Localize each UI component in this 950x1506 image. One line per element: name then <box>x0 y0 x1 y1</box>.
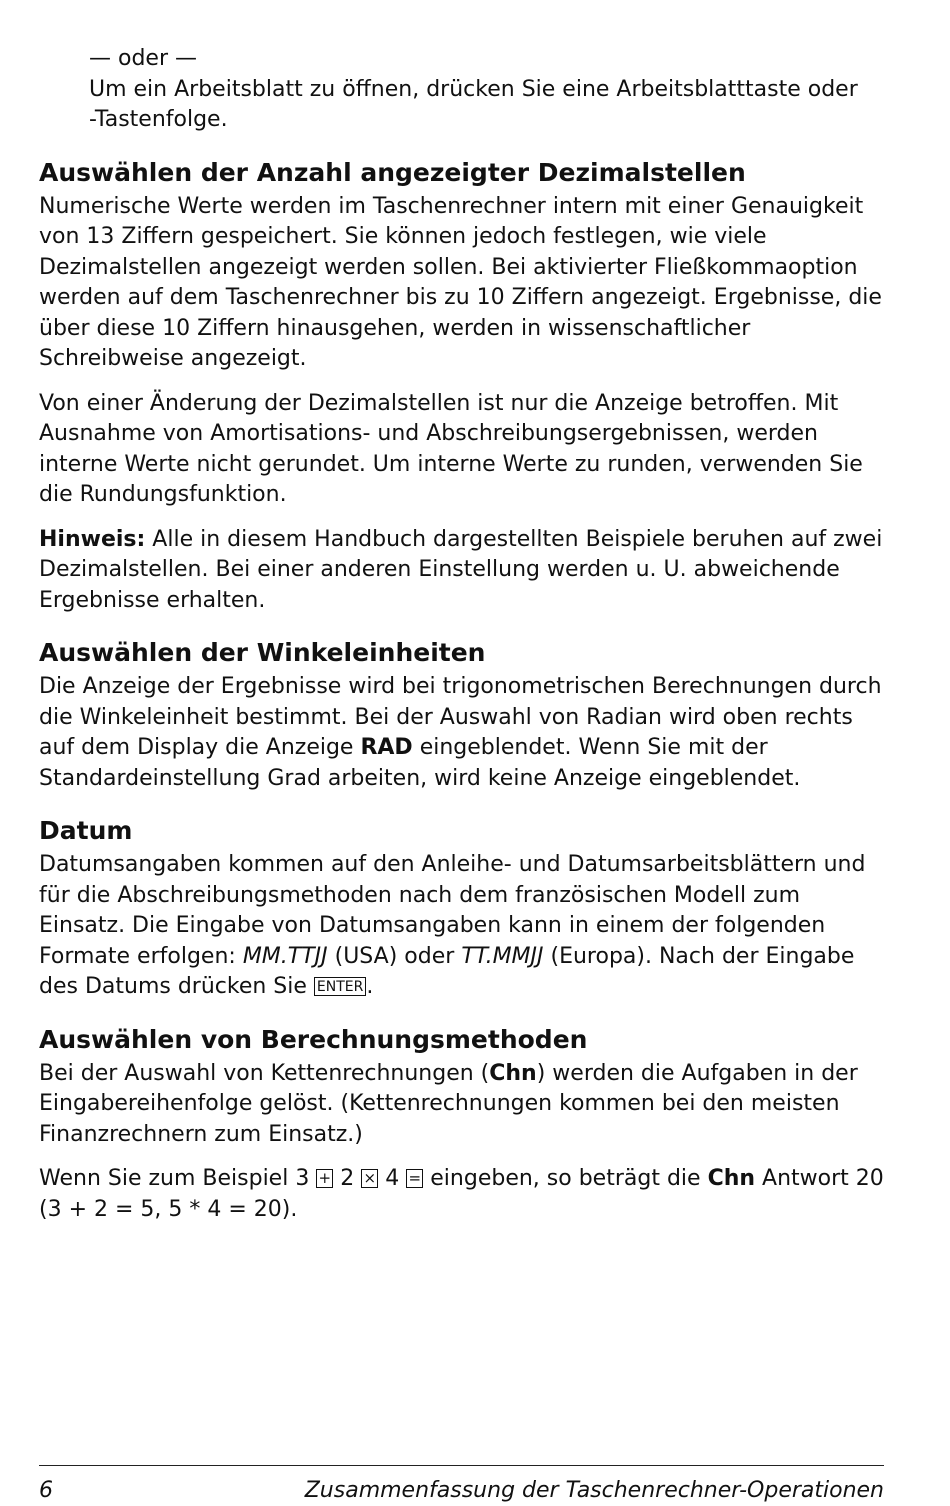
chain-text-start: Bei der Auswahl von Kettenrechnungen ( <box>39 1060 490 1086</box>
example-text-d: eingeben, so beträgt die <box>423 1166 708 1191</box>
heading-date: Datum <box>39 816 133 845</box>
footer-divider <box>39 1465 884 1466</box>
example-text-e: Antwort 20 (3 + 2 = 5, 5 * 4 = 20). <box>39 1166 884 1222</box>
example-text-b: 2 <box>333 1166 362 1191</box>
multiply-key: × <box>361 1169 378 1188</box>
date-period: . <box>366 974 374 999</box>
chain-text-end: ) werden die Aufgaben in der Eingabereihenfolge gelöst. (Kettenrechnungen kommen bei den meisten Finanzrechnern zum Einsatz.) <box>39 1060 858 1147</box>
angle-text-end: eingeblendet. Wenn Sie mit der Standardeinstellung Grad arbeiten, wird keine Anzeige eingeblendet. <box>39 735 801 791</box>
example-text-c: 4 <box>378 1166 407 1191</box>
date-format-usa: MM.TTJJ <box>242 943 328 969</box>
paragraph-decimal-precision: Numerische Werte werden im Taschenrechner intern mit einer Genauigkeit von 13 Ziffern gespeichert. Sie können jedoch festlegen, wie viele Dezimalstellen angezeigt werden sollen. Bei aktivierter Fließkommaoption werden auf dem Taschenrechner bis zu 10 Ziffern angezeigt. Ergebnisse, die über diese 10 Ziffern hinausgehen, werden in wissenschaftlicher Schreibweise angezeigt. <box>39 193 882 371</box>
angle-text-start: Die Anzeige der Ergebnisse wird bei trigonometrischen Berechnungen durch die Winkeleinheit bestimmt. Bei der Auswahl von Radian wird oben rechts auf dem Display die Anzeige <box>39 674 882 760</box>
chn-mode-label: Chn <box>489 1060 537 1086</box>
enter-key: ENTER <box>314 977 366 996</box>
paragraph-decimal-display: Von einer Änderung der Dezimalstellen ist nur die Anzeige betroffen. Mit Ausnahme von Amortisations- und Abschreibungsergebnissen, werden interne Werte nicht gerundet. Um interne Werte zu runden, verwenden Sie die Rundungsfunktion. <box>39 390 863 507</box>
date-text-start: Datumsangaben kommen auf den Anleihe- und Datumsarbeitsblättern und für die Abschreibungsmethoden nach dem französischen Modell zum Einsatz. Die Eingabe von Datumsangaben kann in einem der folgenden Formate erfolgen: <box>39 852 866 969</box>
page-number: 6 <box>39 1478 53 1503</box>
rad-indicator: RAD <box>360 735 413 760</box>
note-paragraph <box>39 525 884 617</box>
note-label: Hinweis: <box>39 526 146 552</box>
paragraph-date <box>39 850 884 1003</box>
date-text-mid: (USA) oder <box>327 943 462 969</box>
heading-decimal-places: Auswählen der Anzahl angezeigter Dezimalstellen <box>39 157 746 187</box>
plus-key: + <box>316 1169 333 1188</box>
date-format-europe: TT.MMJJ <box>461 943 544 969</box>
equals-key: = <box>406 1169 423 1188</box>
chn-answer-label: Chn <box>707 1166 756 1191</box>
paragraph-chain-calculation <box>39 1059 884 1151</box>
chapter-title: Zusammenfassung der Taschenrechner-Operationen <box>304 1478 884 1503</box>
or-line: — oder — <box>89 46 197 71</box>
note-text: Alle in diesem Handbuch dargestellten Beispiele beruhen auf zwei Dezimalstellen. Bei einer anderen Einstellung werden u. U. abweichende Ergebnisse erhalten. <box>39 526 883 613</box>
paragraph-angle-units <box>39 672 884 794</box>
heading-angle-units: Auswählen der Winkeleinheiten <box>39 638 486 667</box>
paragraph-chain-example <box>39 1164 884 1225</box>
worksheet-instruction: Um ein Arbeitsblatt zu öffnen, drücken Sie eine Arbeitsblatttaste oder -Tastenfolge. <box>89 76 858 132</box>
example-text-a: Wenn Sie zum Beispiel 3 <box>39 1166 317 1191</box>
page-content <box>39 40 884 1225</box>
date-text-end: (Europa). Nach der Eingabe des Datums drücken Sie <box>39 943 855 999</box>
heading-calculation-methods: Auswählen von Berechnungsmethoden <box>39 1024 588 1054</box>
